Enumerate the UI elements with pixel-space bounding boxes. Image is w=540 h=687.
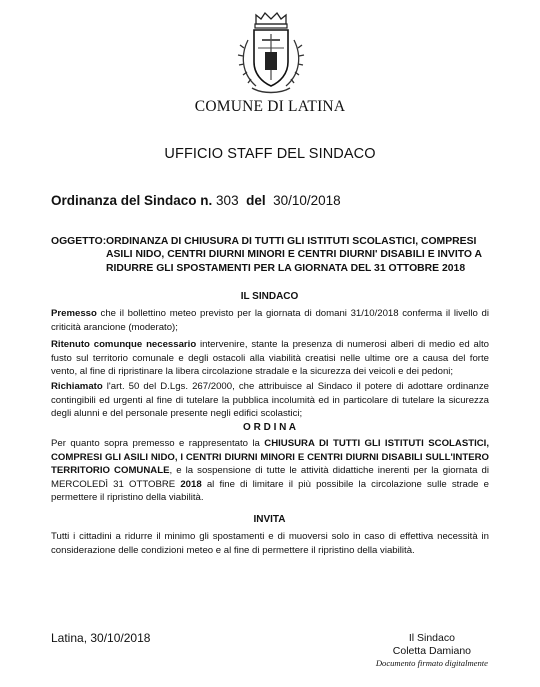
ordinance-number: 303 <box>216 193 239 208</box>
premesso-text: che il bollettino meteo previsto per la giornata di domani 31/10/2018 conferma il livello di criticità arancione (moderato); <box>51 308 489 333</box>
ritenuto-text: intervenire, stante la presenza di numerosi alberi di medio ed alto fusto sul territorio comunale e degli ostacoli alla viabilità creatisi nelle ultime ore a causa del forte vento, al fine di ripristinare la libera circolazione stradale e la sicurezza dei veicoli e dei pedoni; <box>51 339 489 378</box>
office-title: UFFICIO STAFF DEL SINDACO <box>164 146 376 162</box>
invita-heading: INVITA <box>253 514 286 525</box>
premesso-paragraph <box>51 307 489 334</box>
ordinance-date: 30/10/2018 <box>273 193 341 208</box>
digital-signature-note: Documento firmato digitalmente <box>375 658 488 668</box>
il-sindaco-heading: IL SINDACO <box>240 291 299 302</box>
ordina-bold-1: CHIUSURA DI TUTTI GLI ISTITUTI SCOLASTICI, COMPRESI GLI ASILI NIDO, I CENTRI DIURNI MINORI E CENTRI DIURNI DISABILI SULL'INTERO TERRITORIO COMUNALE <box>51 438 490 477</box>
premesso-bold: Premesso <box>51 308 97 319</box>
signer-name: Coletta Damiano <box>392 644 472 657</box>
richiamato-paragraph <box>51 380 489 421</box>
comune-di-latina-crest-icon <box>234 10 308 96</box>
comune-title: COMUNE DI LATINA <box>194 98 346 115</box>
ordina-text-2: , e la sospensione di tutte le attività didattiche inerenti per la giornata di MERCOLEDÌ 31 OTTOBRE <box>51 465 489 490</box>
ordina-text-3: al fine di limitare il più possibile la circolazione sulle strade e permettere il ripristino della viabilità. <box>51 478 489 504</box>
place-date: Latina, 30/10/2018 <box>51 631 151 645</box>
invita-paragraph: Tutti i cittadini a ridurre il minimo gli spostamenti e di muoversi solo in caso di effettiva necessità in considerazione delle condizioni meteo e al fine di permettere il ripristino della viabilità. <box>51 531 489 556</box>
ordina-heading: O R D I N A <box>243 422 296 433</box>
signature-block <box>376 632 488 670</box>
signer-title: Il Sindaco <box>408 632 455 644</box>
subject-label: OGGETTO: <box>51 236 107 247</box>
ordina-text-1: Per quanto sopra premesso e rappresentato la <box>51 438 265 449</box>
ordinance-label: Ordinanza del Sindaco n. <box>51 193 213 208</box>
subject-text: ORDINANZA DI CHIUSURA DI TUTTI GLI ISTITUTI SCOLASTICI, COMPRESI ASILI NIDO, CENTRI DIURNI MINORI E CENTRI DIURNI' DISABILI E INVITO A RIDURRE GLI SPOSTAMENTI PER LA GIORNATA DEL 31 OTTOBRE 2018 <box>106 236 482 274</box>
ordinance-title <box>51 193 341 208</box>
ordinance-del: del <box>246 193 266 208</box>
richiamato-bold: Richiamato <box>51 381 103 392</box>
ritenuto-bold: Ritenuto comunque necessario <box>51 339 197 350</box>
ordina-paragraph <box>51 437 489 505</box>
ritenuto-paragraph <box>51 338 489 379</box>
richiamato-text: l'art. 50 del D.Lgs. 267/2000, che attribuisce al Sindaco il potere di adottare ordinanze contingibili ed urgenti al fine di tutelare la pubblica incolumità ed in particolare di tutelare la sicurezza degli alunni e del personale presente negli edifici scolastici; <box>51 381 489 420</box>
ordina-bold-2: 2018 <box>180 478 202 490</box>
